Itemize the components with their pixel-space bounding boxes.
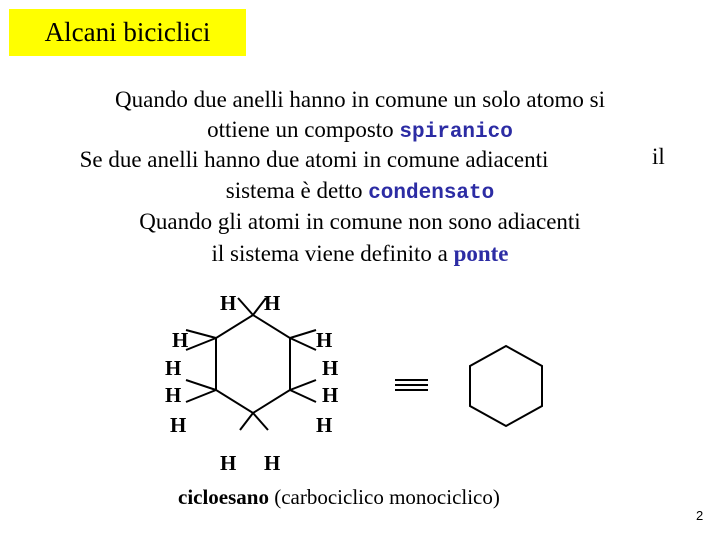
cyclohexane-hexagon: [470, 346, 542, 426]
keyword-condensato: condensato: [368, 182, 495, 205]
slide-title-box: [9, 9, 246, 56]
keyword-ponte: ponte: [453, 241, 509, 266]
text-line-5: [0, 206, 720, 238]
slide-title: Alcani biciclici: [44, 17, 211, 47]
h-label: H: [322, 383, 339, 407]
h-label: H: [316, 413, 333, 437]
text-line-1: [0, 84, 720, 116]
ch-bonds: [186, 298, 316, 430]
caption-name: cicloesano: [178, 485, 269, 509]
h-label: H: [170, 413, 187, 437]
text-line-2-text: ottiene un composto: [207, 117, 400, 142]
text-line-3-end: il: [652, 144, 665, 169]
h-label: H: [322, 356, 339, 380]
keyword-spiranico: spiranico: [399, 121, 513, 144]
text-line-4: [0, 175, 720, 210]
text-line-1-text: Quando due anelli hanno in comune un solo atomo si: [115, 87, 605, 112]
page-number: 2: [696, 508, 704, 523]
text-line-6-text: il sistema viene definito a: [211, 241, 454, 266]
text-line-5-text: Quando gli atomi in comune non sono adiacenti: [139, 209, 581, 234]
text-line-3-text: Se due anelli hanno due atomi in comune adiacenti: [79, 147, 549, 172]
h-label: H: [165, 383, 182, 407]
text-line-3: [0, 144, 674, 176]
text-line-6: [0, 238, 720, 270]
cyclohexane-structure: [150, 280, 570, 480]
h-label: H: [316, 328, 333, 352]
h-label: H: [165, 356, 182, 380]
structure-caption: [178, 485, 500, 510]
h-label: H: [220, 291, 237, 315]
equivalence-sign: [395, 380, 428, 390]
caption-description: (carbociclico monociclico): [268, 485, 500, 509]
h-label: H: [172, 328, 189, 352]
h-label: H: [264, 451, 281, 475]
cyclohexane-skeleton-ring: [216, 315, 290, 413]
h-label: H: [264, 291, 281, 315]
h-label: H: [220, 451, 237, 475]
text-line-4-text: sistema è detto: [225, 178, 369, 203]
